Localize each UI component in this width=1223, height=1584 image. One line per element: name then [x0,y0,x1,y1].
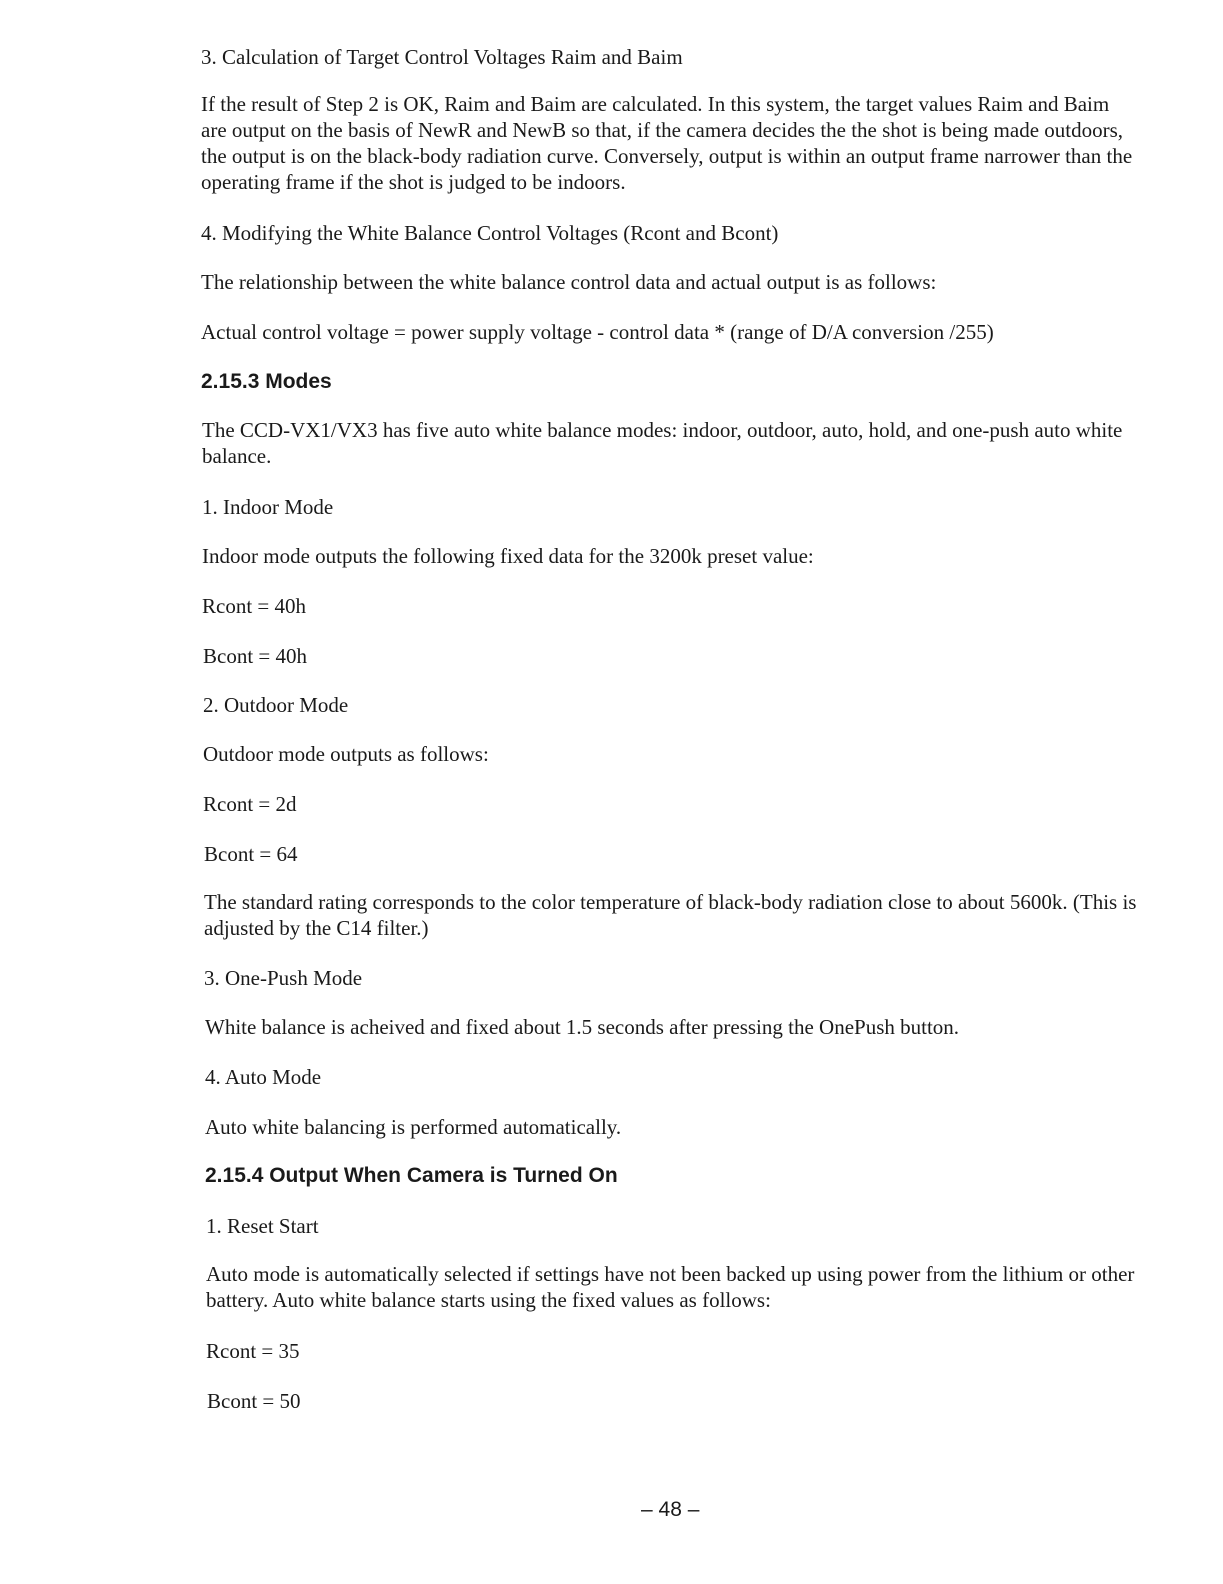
modes-intro: The CCD-VX1/VX3 has five auto white balance modes: indoor, outdoor, auto, hold, and one-push auto white balance. [202,418,1123,468]
onepush-mode-title: 3. One-Push Mode [204,966,363,990]
outdoor-bcont-value: Bcont = 64 [204,842,298,866]
step3-body: If the result of Step 2 is OK, Raim and Baim are calculated. In this system, the target values Raim and Baim are output on the basis of NewR and NewB so that, if the camera decides the the shot is being made outdoors, the output is on the black-body radiation curve. Conversely, output is within an output frame narrower than the operating frame if the shot is judged to be indoors. [201,92,1133,194]
auto-mode-title: 4. Auto Mode [205,1065,322,1089]
reset-start-body: Auto mode is automatically selected if settings have not been backed up using power from the lithium or other battery. Auto white balance starts using the fixed values as follows: [206,1262,1135,1312]
control-voltage-formula: Actual control voltage = power supply voltage - control data * (range of D/A conversion /255) [201,320,994,344]
outdoor-mode-title: 2. Outdoor Mode [203,693,349,717]
outdoor-mode-note: The standard rating corresponds to the color temperature of black-body radiation close to about 5600k. (This is adjusted by the C14 filter.) [204,890,1137,940]
auto-mode-body: Auto white balancing is performed automatically. [205,1115,622,1139]
indoor-bcont-value: Bcont = 40h [203,644,308,668]
output-turned-on-heading: 2.15.4 Output When Camera is Turned On [205,1164,618,1187]
indoor-rcont-value: Rcont = 40h [202,594,307,618]
reset-bcont-value: Bcont = 50 [207,1389,301,1413]
onepush-mode-body: White balance is acheived and fixed about 1.5 seconds after pressing the OnePush button. [205,1015,960,1039]
outdoor-mode-body: Outdoor mode outputs as follows: [203,742,489,766]
step4-title: 4. Modifying the White Balance Control Voltages (Rcont and Bcont) [201,221,779,245]
step4-body: The relationship between the white balance control data and actual output is as follows: [201,270,937,294]
modes-heading: 2.15.3 Modes [201,370,332,393]
page-number: – 48 – [641,1498,700,1521]
indoor-mode-body: Indoor mode outputs the following fixed data for the 3200k preset value: [202,544,814,568]
indoor-mode-title: 1. Indoor Mode [202,495,334,519]
reset-rcont-value: Rcont = 35 [206,1339,300,1363]
reset-start-title: 1. Reset Start [206,1214,319,1238]
step3-title: 3. Calculation of Target Control Voltages Raim and Baim [201,45,683,69]
outdoor-rcont-value: Rcont = 2d [203,792,297,816]
